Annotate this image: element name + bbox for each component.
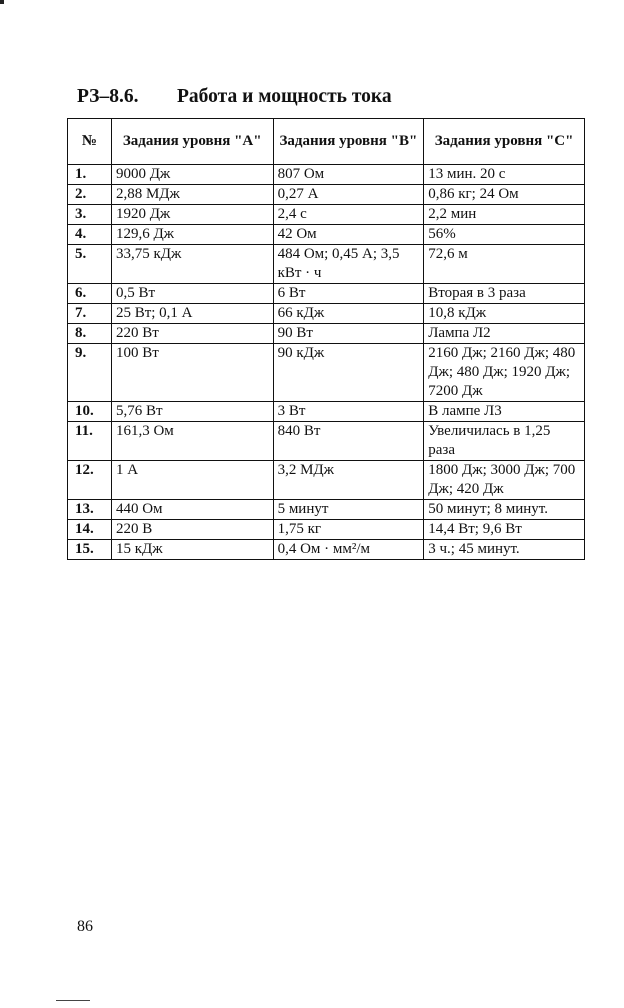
cell-num: 7. [68,304,112,324]
cell-level-b: 484 Ом; 0,45 А; 3,5 кВт · ч [273,245,424,284]
table-row [68,165,585,185]
cell-level-b: 1,75 кг [273,520,424,540]
cell-level-c: 50 минут; 8 минут. [424,500,585,520]
table-row [68,284,585,304]
cell-level-a: 100 Вт [111,344,273,402]
cell-level-a: 5,76 Вт [111,402,273,422]
cell-level-b: 66 кДж [273,304,424,324]
cell-level-c: Вторая в 3 раза [424,284,585,304]
cell-level-a: 220 Вт [111,324,273,344]
cell-level-c: Лампа Л2 [424,324,585,344]
table-row [68,540,585,560]
table-row [68,225,585,245]
answers-body [68,165,585,560]
cell-level-a: 15 кДж [111,540,273,560]
cell-num: 5. [68,245,112,284]
cell-num: 10. [68,402,112,422]
footer-rule [56,1000,90,1001]
cell-level-a: 25 Вт; 0,1 А [111,304,273,324]
cell-num: 3. [68,205,112,225]
table-row [68,304,585,324]
cell-num: 14. [68,520,112,540]
cell-level-b: 0,27 А [273,185,424,205]
table-row [68,461,585,500]
cell-level-c: 14,4 Вт; 9,6 Вт [424,520,585,540]
table-row [68,500,585,520]
cell-level-a: 1 А [111,461,273,500]
header-level-b: Задания уровня "В" [273,119,424,165]
section-title: Работа и мощность тока [177,86,392,107]
cell-num: 1. [68,165,112,185]
cell-level-a: 0,5 Вт [111,284,273,304]
cell-level-b: 807 Ом [273,165,424,185]
page-title [77,86,392,108]
cell-level-c: 3 ч.; 45 минут. [424,540,585,560]
cell-num: 9. [68,344,112,402]
cell-num: 11. [68,422,112,461]
cell-level-b: 0,4 Ом · мм²/м [273,540,424,560]
cell-level-b: 5 минут [273,500,424,520]
cell-level-a: 9000 Дж [111,165,273,185]
cell-level-c: Увеличилась в 1,25 раза [424,422,585,461]
answers-table [67,118,585,560]
table-row [68,205,585,225]
cell-level-c: 0,86 кг; 24 Ом [424,185,585,205]
cell-level-a: 33,75 кДж [111,245,273,284]
cell-level-b: 90 кДж [273,344,424,402]
table-row [68,402,585,422]
table-row [68,245,585,284]
cell-level-a: 161,3 Ом [111,422,273,461]
table-row [68,520,585,540]
cell-level-a: 2,88 МДж [111,185,273,205]
cell-num: 12. [68,461,112,500]
cell-level-c: 2,2 мин [424,205,585,225]
cell-num: 8. [68,324,112,344]
section-code: РЗ–8.6. [77,86,139,107]
cell-level-c: 2160 Дж; 2160 Дж; 480 Дж; 480 Дж; 1920 Дж; 7200 Дж [424,344,585,402]
cell-level-a: 440 Ом [111,500,273,520]
cell-num: 4. [68,225,112,245]
cell-level-c: В лампе Л3 [424,402,585,422]
page-number: 86 [77,918,93,935]
cell-level-c: 56% [424,225,585,245]
cell-level-c: 10,8 кДж [424,304,585,324]
header-num: № [68,119,112,165]
header-level-c: Задания уровня "С" [424,119,585,165]
cell-level-b: 840 Вт [273,422,424,461]
cell-num: 2. [68,185,112,205]
table-header-row [68,119,585,165]
cell-level-c: 72,6 м [424,245,585,284]
cell-num: 6. [68,284,112,304]
header-level-a: Задания уровня "А" [111,119,273,165]
cell-num: 13. [68,500,112,520]
cell-level-b: 6 Вт [273,284,424,304]
table-row [68,422,585,461]
table-row [68,324,585,344]
table-row [68,344,585,402]
scan-mark [0,0,4,4]
cell-level-c: 1800 Дж; 3000 Дж; 700 Дж; 420 Дж [424,461,585,500]
cell-level-b: 3 Вт [273,402,424,422]
cell-level-a: 129,6 Дж [111,225,273,245]
cell-num: 15. [68,540,112,560]
cell-level-b: 2,4 с [273,205,424,225]
cell-level-b: 3,2 МДж [273,461,424,500]
cell-level-b: 42 Ом [273,225,424,245]
cell-level-a: 1920 Дж [111,205,273,225]
cell-level-b: 90 Вт [273,324,424,344]
table-row [68,185,585,205]
cell-level-a: 220 В [111,520,273,540]
cell-level-c: 13 мин. 20 с [424,165,585,185]
